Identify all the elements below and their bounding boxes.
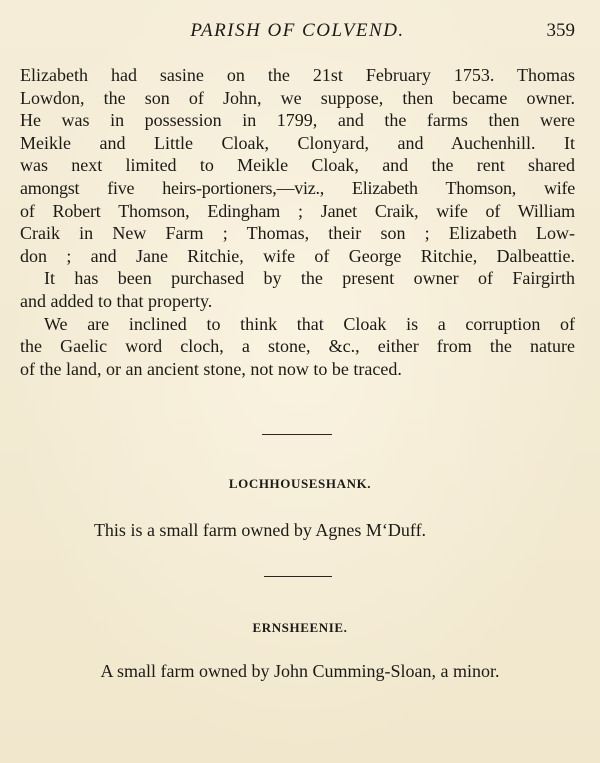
- text-line: and added to that property.: [20, 290, 213, 311]
- body-text: [20, 64, 575, 380]
- section-text-lochhouseshank: This is a small farm owned by Agnes M‘Duff.: [93, 520, 427, 540]
- text-line: He was in possession in 1799, and the farms then were: [20, 110, 575, 131]
- text-line: amongst five heirs-portioners,—viz., Elizabeth Thomson, wife: [20, 177, 575, 198]
- text-line: Craik in New Farm ; Thomas, their son ; Elizabeth Low-: [20, 223, 575, 244]
- paragraph-purchase: [20, 267, 575, 312]
- text-line: Lowdon, the son of John, we suppose, then became owner.: [20, 87, 575, 108]
- text-line: We are inclined to think that Cloak is a corruption of: [44, 313, 575, 334]
- text-line: of Robert Thomson, Edingham ; Janet Craik, wife of William: [20, 200, 575, 221]
- text-line: was next limited to Meikle Cloak, and the rent shared: [20, 155, 575, 176]
- page-number: 359: [546, 20, 575, 41]
- section-text-ernsheenie: A small farm owned by John Cumming-Sloan, a minor.: [100, 661, 500, 681]
- page-header: [20, 20, 575, 48]
- text-line: Meikle and Little Cloak, Clonyard, and Auchenhill. It: [20, 132, 575, 153]
- section-divider: [262, 434, 332, 435]
- section-divider: [264, 576, 332, 577]
- paragraph-cloak-history: [20, 64, 575, 267]
- section-heading-lochhouseshank: LOCHHOUSESHANK.: [228, 476, 372, 491]
- text-line: don ; and Jane Ritchie, wife of George Ritchie, Dalbeattie.: [20, 245, 575, 266]
- text-line: It has been purchased by the present owner of Fairgirth: [44, 268, 575, 289]
- paragraph-etymology: [20, 313, 575, 381]
- text-line: Elizabeth had sasine on the 21st February 1753. Thomas: [20, 65, 575, 85]
- text-line: of the land, or an ancient stone, not now to be traced.: [20, 358, 402, 379]
- text-line: the Gaelic word cloch, a stone, &c., either from the nature: [20, 336, 575, 357]
- running-head: PARISH OF COLVEND.: [190, 20, 405, 41]
- section-heading-ernsheenie: ERNSHEENIE.: [252, 620, 348, 635]
